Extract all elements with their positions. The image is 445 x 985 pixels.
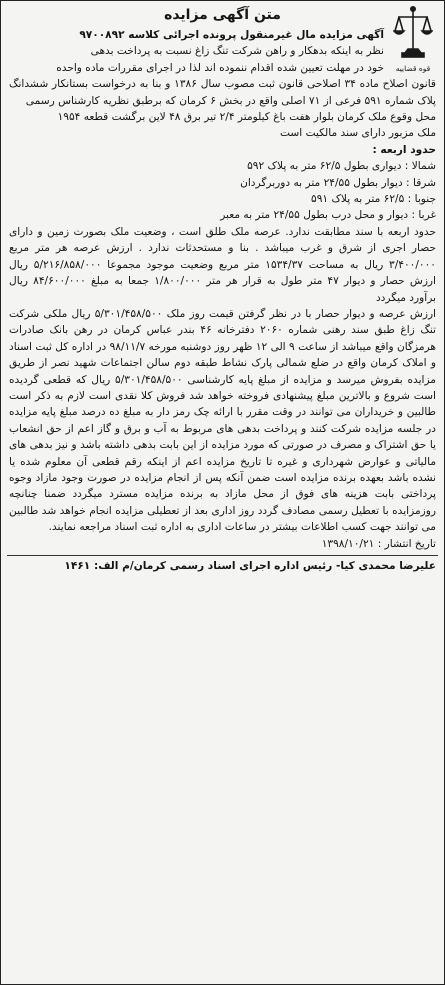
notice-title: متن آگهی مزایده <box>164 7 281 23</box>
intro-paragraph: قانون اصلاح ماده ۳۴ اصلاحی قانون ثبت مصوب سال ۱۳۸۶ و بنا به درخواست بستانکار ششدانگ پلاک شماره ۵۹۱ فرعی از ۷۱ اصلی واقع در بخش ۶ کرمان که برطبق نظریه کارشناس رسمی <box>9 78 436 107</box>
notice-heading: آگهی مزایده مال غیرمنقول پرونده اجرائی کلاسه ۹۷۰۰۸۹۲ <box>79 29 384 41</box>
bounds-heading: حدود اربعه : <box>372 143 436 156</box>
intro-line-2: خود در مهلت تعیین شده اقدام ننموده اند لذا در اجرای مقررات ماده واحده <box>56 61 384 74</box>
property-description: حدود اربعه با سند مطابقت ندارد. عرصه ملک طلق است ، وضعیت ملک بصورت زمین و دارای حصار اجری از شرق و غرب میباشد . بنا و مستحدثات ندارد . ارزش عرصه هر متر مربع ۳/۴۰۰/۰۰۰ ریال به مساحت ۱۵۳۴/۳۷ متر مربع وضعیت موجود مجموعا ۵/۲۱۶/۸۵۸/۰۰۰ ریال ارزش حصار و دیوار ۴۷ متر طول به قرار هر متر ۱/۸۰۰/۰۰۰ جمعا به مبلغ ۸۴/۶۰۰/۰۰۰ ریال برآورد میگردد <box>9 225 436 304</box>
emblem-caption: قوه قضاییه <box>395 64 431 73</box>
bound-west: غربا : دیوار و محل درب بطول ۲۴/۵۵ متر به معبر <box>220 209 436 222</box>
auction-details: ارزش عرصه و دیوار حصار با در نظر گرفتن قیمت روز ملک ۵/۳۰۱/۴۵۸/۵۰۰ ریال ملکی شرکت تنگ زاغ طبق سند رهنی شماره ۲۰۶۰ دفترخانه ۴۶ بندر عباس کرمان در رهن بانک صادرات هرمزگان واقع میباشد از ساعت ۹ الی ۱۲ ظهر روز دوشنبه مورخه ۹۸/۱۱/۷ در اداره کل ثبت اسناد و املاک کرمان واقع در ضلع شمالی پارک نشاط طبقه دوم سالن اجتماعات شهید نصر از طریق مزایده بفروش میرسد و مزایده از مبلغ پایه کارشناسی ۵/۳۰۱/۴۵۸/۵۰۰ ریال که قطعی گردیده است شروع و بالاترین مبلغ پیشنهادی فروخته خواهد شد فروش کلا نقدی است لازم به ذکر است طالبین و خریداران می توانند در وقت مقرر با ارائه چک رمز دار به مبلغ ده درصد مبلغ پایه مزایده در جلسه مزایده شرکت کنند و پرداخت بدهی های مربوط به آب و برق و گاز اعم از حق انشعاب یا حق اشتراک و مصرف در صورتی که مورد مزایده از این بابت بدهی داشته باشد و نیز بدهی های مالیاتی و عوارض شهرداری و غیره تا تاریخ مزایده اعم از اینکه رقم قطعی آن معلوم شده یا نشده باشد بعهده برنده مزایده است ضمن آنکه پس از انجام مزایده در صورت وجود مازاد وجوه پرداختی بابت هزینه های فوق از محل مازاد به برنده مزایده مسترد میگردد ضمنا چنانچه روزمزایده با تعطیل رسمی مصادف گردد روز اداری بعد از تعطیلی مزایده انجام خواهد شد طالبین می توانند جهت کسب اطلاعات بیشتر در ساعات اداری به اداره ثبت اسناد مراجعه نمایند. <box>9 307 437 534</box>
bound-south: جنوبا : ۶۲/۵ متر به پلاک ۵۹۱ <box>311 193 436 206</box>
ownership-statement: ملک مزبور دارای سند مالکیت است <box>279 127 436 140</box>
publish-date: تاریخ انتشار : ۱۳۹۸/۱۰/۲۱ <box>321 537 436 550</box>
signature-line: علیرضا محمدی کیا- رئیس اداره اجرای اسناد رسمی کرمان/م الف: ۱۴۶۱ <box>64 560 436 572</box>
notice-body <box>1 27 444 552</box>
intro-line-1: نظر به اینکه بدهکار و راهن شرکت تنگ زاغ نسبت به پرداخت بدهی <box>90 45 384 58</box>
bound-north: شمالا : دیواری بطول ۶۲/۵ متر به پلاک ۵۹۲ <box>247 160 436 173</box>
property-location: محل وقوع ملک کرمان بلوار هفت باغ کیلومتر ۲/۴ تیر برق ۴۸ لاین برگشت قطعه ۱۹۵۴ <box>57 111 436 124</box>
scales-of-justice-icon <box>393 5 433 63</box>
bound-east: شرقا : دیوار بطول ۲۴/۵۵ متر به دوربرگردان <box>240 176 436 189</box>
divider <box>7 555 438 556</box>
judiciary-emblem <box>388 5 438 77</box>
